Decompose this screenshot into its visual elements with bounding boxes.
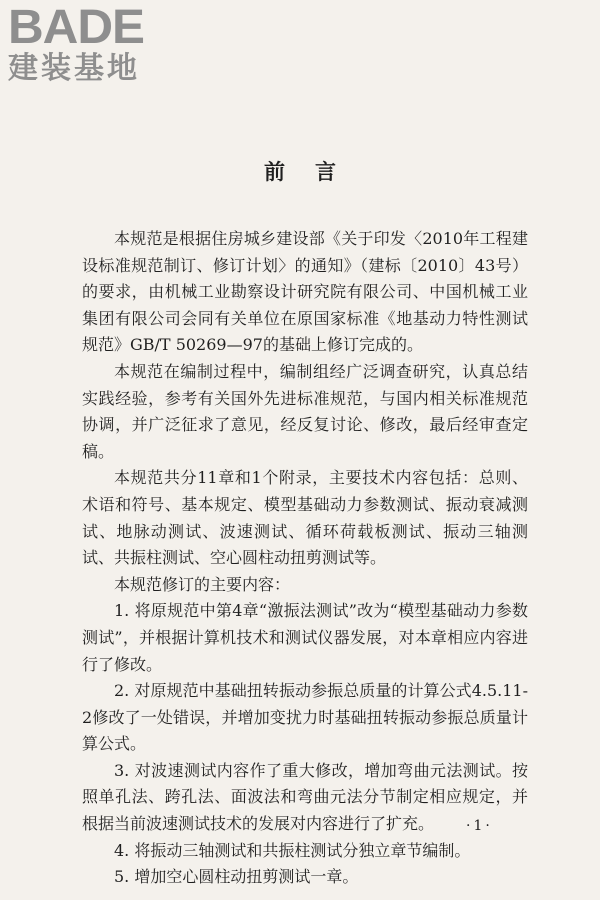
paragraph-revision-intro: 本规范修订的主要内容：: [114, 574, 291, 594]
revision-item-2: 2. 对原规范中基础扭转振动参振总质量的计算公式4.5.11-2修改了一处错误，并增加变扰力时基础扭转振动参振总质量计算公式。: [82, 681, 528, 754]
logo-wordmark: BADE: [8, 1, 144, 54]
page-title: 前言: [264, 160, 366, 184]
revision-item-5: 5. 增加空心圆柱动扭剪测试一章。: [114, 867, 359, 887]
paragraph-process: 本规范在编制过程中，编制组经广泛调查研究，认真总结实践经验，参考有关国外先进标准规范，与国内相关标准规范协调，并广泛征求了意见，经反复讨论、修改，最后经审查定稿。: [82, 361, 528, 461]
logo-subtitle: 建装基地: [8, 51, 140, 86]
document-body: [82, 226, 528, 891]
paragraph-structure: 本规范共分11章和1个附录，主要技术内容包括：总则、术语和符号、基本规定、模型基础动力参数测试、振动衰减测试、地脉动测试、波速测试、循环荷载板测试、振动三轴测试、共振柱测试、空心圆柱动扭剪测试等。: [82, 468, 528, 568]
revision-item-4: 4. 将振动三轴测试和共振柱测试分独立章节编制。: [114, 840, 471, 860]
paragraph-origin: 本规范是根据住房城乡建设部《关于印发〈2010年工程建设标准规范制订、修订计划〉的通知》（建标〔2010〕43号）的要求，由机械工业勘察设计研究院有限公司、中国机械工业集团有限公司会同有关单位在原国家标准《地基动力特性测试规范》GB/T 50269—97的基础上修订完成的。: [82, 229, 528, 355]
revision-item-3: 3. 对波速测试内容作了重大修改，增加弯曲元法测试。按照单孔法、跨孔法、面波法和弯曲元法分节制定相应规定，并根据当前波速测试技术的发展对内容进行了扩充。: [82, 760, 528, 834]
bade-logo: [8, 1, 144, 86]
revision-item-1: 1. 将原规范中第4章“激振法测试”改为“模型基础动力参数测试”，并根据计算机技术和测试仪器发展，对本章相应内容进行了修改。: [82, 601, 528, 674]
page-number: ·1·: [466, 818, 493, 834]
